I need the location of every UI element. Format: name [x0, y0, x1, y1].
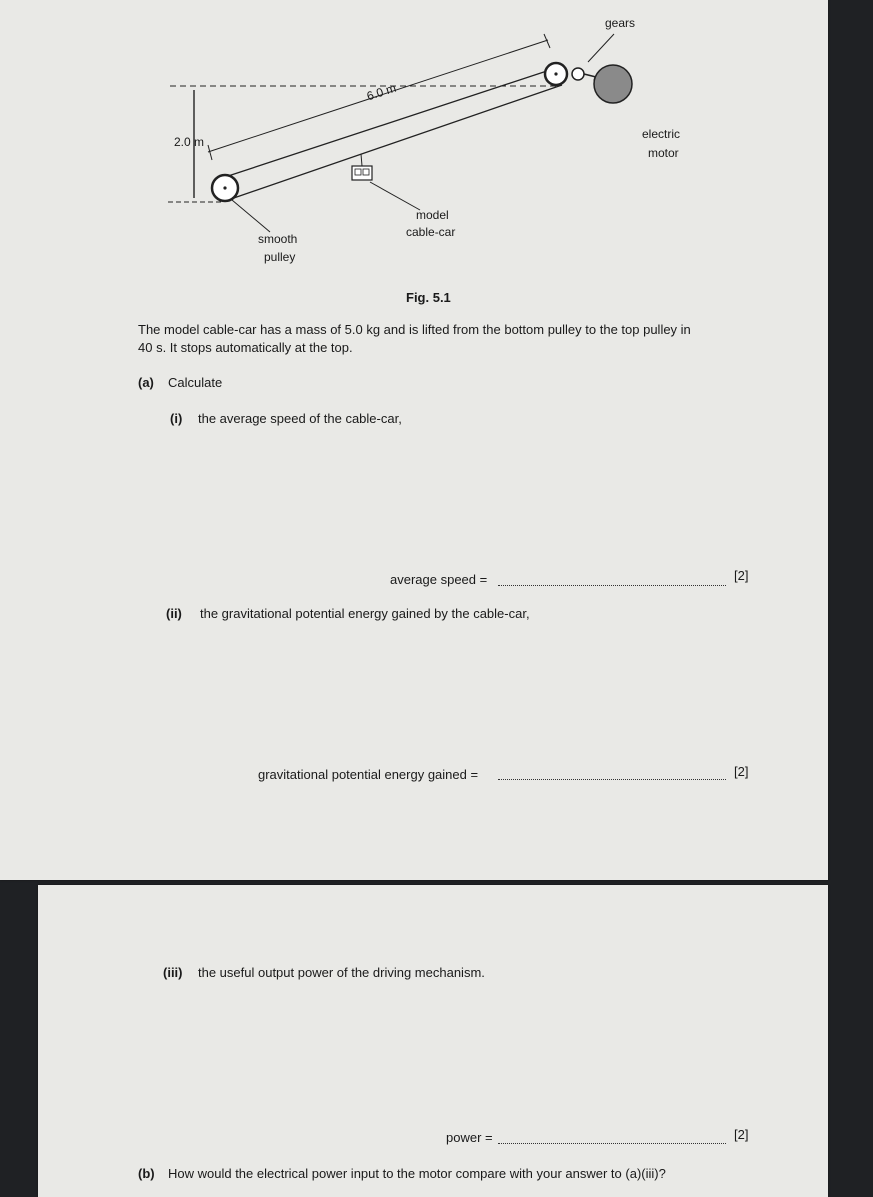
- gear-small: [572, 68, 584, 80]
- intro-line-1: The model cable-car has a mass of 5.0 kg and is lifted from the bottom pulley to the top pulley in: [138, 322, 691, 337]
- electric-motor: [594, 65, 632, 103]
- answer-label-power: power =: [446, 1130, 493, 1145]
- part-a-ii-marker: (ii): [166, 606, 182, 621]
- label-cable-car: cable-car: [406, 225, 456, 239]
- part-a-i-marker: (i): [170, 411, 183, 426]
- label-height: 2.0 m: [174, 135, 205, 149]
- answer-line-speed[interactable]: [498, 585, 726, 586]
- part-a-ii-text: the gravitational potential energy gained by the cable-car,: [200, 606, 530, 621]
- label-model: model: [416, 208, 449, 222]
- answer-line-gpe[interactable]: [498, 779, 726, 780]
- label-length: 6.0 m: [365, 80, 398, 104]
- label-motor: motor: [648, 146, 679, 160]
- part-a-i-text: the average speed of the cable-car,: [198, 411, 402, 426]
- figure-caption: Fig. 5.1: [406, 290, 451, 305]
- label-smooth: smooth: [258, 232, 298, 246]
- part-a-text: Calculate: [168, 375, 223, 390]
- answer-label-gpe: gravitational potential energy gained =: [258, 767, 479, 782]
- part-a-iii-marker: (iii): [163, 965, 183, 980]
- exam-page-bottom: [38, 885, 828, 1197]
- label-pulley: pulley: [264, 250, 296, 264]
- part-b-marker: (b): [138, 1166, 155, 1181]
- label-gears: gears: [605, 16, 636, 30]
- marks-a-iii: [2]: [734, 1127, 749, 1142]
- marks-a-i: [2]: [734, 568, 749, 583]
- answer-line-power[interactable]: [498, 1143, 726, 1144]
- label-electric: electric: [642, 127, 681, 141]
- part-b-text: How would the electrical power input to the motor compare with your answer to (a)(iii)?: [168, 1166, 666, 1181]
- part-a-iii-text: the useful output power of the driving mechanism.: [198, 965, 485, 980]
- answer-label-speed: average speed =: [390, 572, 488, 587]
- cable-car-diagram: [0, 0, 873, 300]
- marks-a-ii: [2]: [734, 764, 749, 779]
- intro-line-2: 40 s. It stops automatically at the top.: [138, 340, 353, 355]
- part-a-marker: (a): [138, 375, 154, 390]
